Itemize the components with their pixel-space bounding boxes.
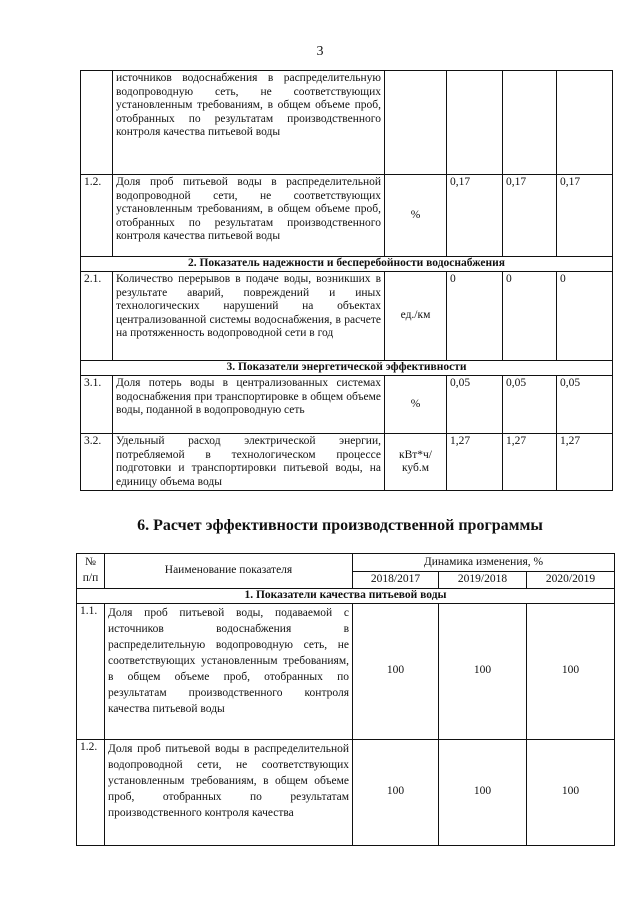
value-cell: 0,17: [447, 175, 503, 257]
table-row: [77, 739, 615, 845]
value-cell: 0,05: [447, 376, 503, 434]
section-6-heading: 6. Расчет эффективности производственной программы: [137, 517, 543, 534]
indicator-name-cell: Доля проб питьевой воды в распределительной водопроводной сети, не соответствующих установленным требованиям, в общем объеме проб, отобранных по результатам производственного контроля качества питьевой воды: [113, 175, 385, 257]
unit-cell: %: [385, 175, 447, 257]
value-cell: [503, 71, 557, 175]
section-3-heading: 3. Показатели энергетической эффективности: [81, 361, 613, 376]
indicator-name-cell: Удельный расход электрической энергии, потребляемой в технологическом процессе подготовки и транспортировки питьевой воды, на единицу объема воды: [113, 434, 385, 491]
row-number-cell: 1.1.: [77, 603, 105, 739]
efficiency-table: [76, 553, 615, 846]
unit-cell: [385, 71, 447, 175]
value-cell: 100: [527, 603, 615, 739]
table-row: [81, 434, 613, 491]
value-cell: 100: [527, 739, 615, 845]
value-cell: 0: [447, 272, 503, 361]
value-cell: 100: [439, 739, 527, 845]
indicator-name-cell: Доля потерь воды в централизованных системах водоснабжения при транспортировке в общем объеме воды, поданной в водопроводную сеть: [113, 376, 385, 434]
value-cell: 0,05: [503, 376, 557, 434]
value-cell: 100: [353, 739, 439, 845]
unit-cell: %: [385, 376, 447, 434]
table-row: [81, 71, 613, 175]
unit-cell: кВт*ч/ куб.м: [385, 434, 447, 491]
value-cell: 1,27: [447, 434, 503, 491]
year-header: 2018/2017: [353, 572, 439, 589]
value-cell: 100: [353, 603, 439, 739]
value-cell: 0,05: [557, 376, 613, 434]
value-cell: 0,17: [503, 175, 557, 257]
value-cell: [557, 71, 613, 175]
table-row: [77, 603, 615, 739]
year-header: 2019/2018: [439, 572, 527, 589]
table-row: [81, 272, 613, 361]
unit-cell: ед./км: [385, 272, 447, 361]
row-number-cell: 1.2.: [77, 739, 105, 845]
value-cell: 1,27: [503, 434, 557, 491]
row-number-cell: [81, 71, 113, 175]
num-header-bottom: п/п: [82, 572, 99, 585]
indicators-table: [80, 70, 613, 491]
table-row: [81, 175, 613, 257]
num-header: [77, 554, 105, 589]
row-number-cell: 3.1.: [81, 376, 113, 434]
page-number: 3: [316, 44, 324, 59]
row-number-cell: 2.1.: [81, 272, 113, 361]
section-row: [81, 361, 613, 376]
value-cell: 0,17: [557, 175, 613, 257]
indicator-name-cell: источников водоснабжения в распределительную водопроводную сеть, не соответствующих установленным требованиям, в общем объеме проб, отобранных по результатам производственного контроля качества питьевой воды: [113, 71, 385, 175]
section-row: [81, 257, 613, 272]
table-row: [81, 376, 613, 434]
row-number-cell: 3.2.: [81, 434, 113, 491]
name-header: Наименование показателя: [105, 554, 353, 589]
value-cell: 1,27: [557, 434, 613, 491]
year-header: 2020/2019: [527, 572, 615, 589]
value-cell: 0: [503, 272, 557, 361]
dynamics-header: Динамика изменения, %: [353, 554, 615, 572]
section-2-heading: 2. Показатель надежности и бесперебойности водоснабжения: [81, 257, 613, 272]
table-header-row: [77, 554, 615, 572]
indicator-name-cell: Доля проб питьевой воды в распределительной водопроводной сети, не соответствующих установленным требованиям, в общем объеме проб, отобранных по результатам производственного контроля качества: [105, 739, 353, 845]
value-cell: [447, 71, 503, 175]
row-number-cell: 1.2.: [81, 175, 113, 257]
value-cell: 0: [557, 272, 613, 361]
section-row: [77, 588, 615, 603]
value-cell: 100: [439, 603, 527, 739]
indicator-name-cell: Количество перерывов в подаче воды, возникших в результате аварий, повреждений и иных технологических нарушений на объектах централизованной системы водоснабжения, в расчете на протяженность водопроводной сети в год: [113, 272, 385, 361]
num-header-top: №: [85, 555, 96, 568]
indicator-name-cell: Доля проб питьевой воды, подаваемой с источников водоснабжения в распределительную водопроводную сеть, не соответствующих установленным требованиям, в общем объеме проб, отобранных по результатам производственного контроля качества питьевой воды: [105, 603, 353, 739]
section-1-heading: 1. Показатели качества питьевой воды: [77, 588, 615, 603]
